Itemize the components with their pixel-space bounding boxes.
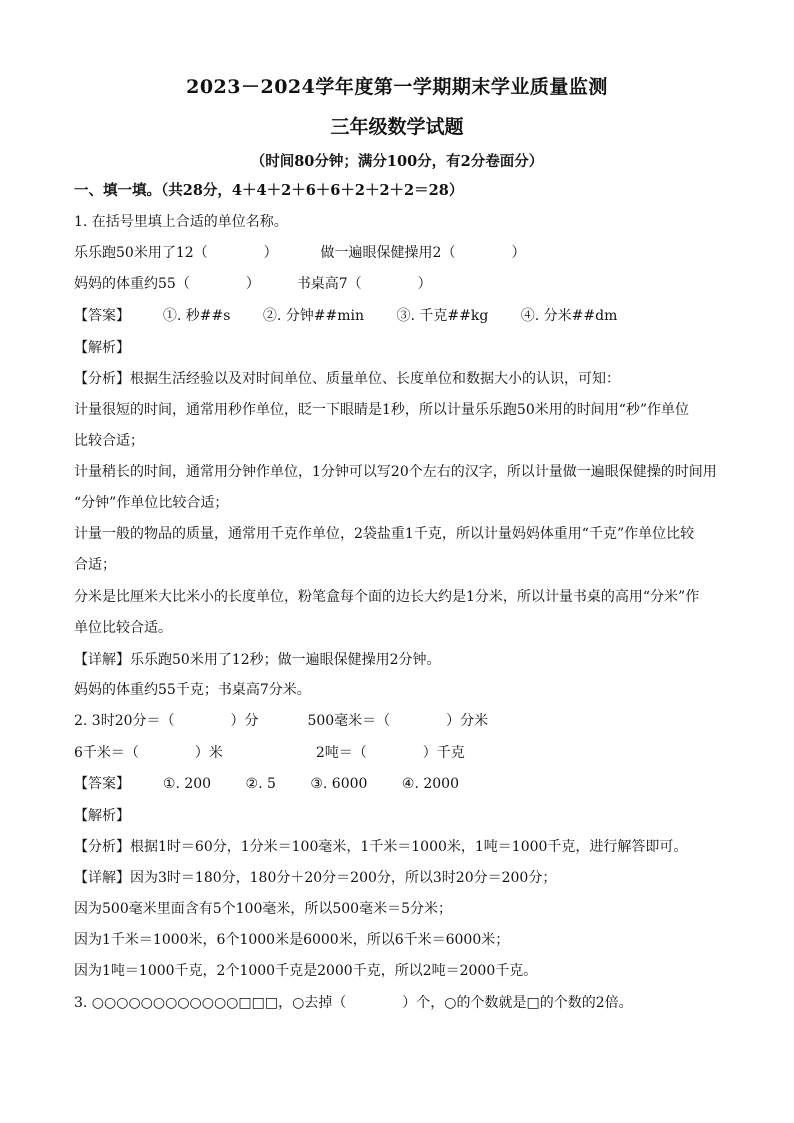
q1-blank-c: 妈妈的体重约55（ ） [74,276,260,292]
q1-detail-line: 妈妈的体重约55千克；书桌高7分米。 [74,682,311,698]
q1-analysis-tag: 【解析】 [74,340,130,356]
q1-answer-1: ①. 秒##s [162,308,231,324]
exam-subtitle: 三年级数学试题 [330,116,464,138]
q2-line-1 [74,711,488,731]
q1-analysis-line: 分米是比厘米大比米小的长度单位，粉笔盒每个面的边长大约是1分米，所以计量书桌的高用“分米”作 [74,589,700,605]
q2-answer-4: ④. 2000 [401,776,459,792]
q2-answer-2: ②. 5 [245,776,276,792]
q2-detail-line: 因为500毫米里面含有5个100毫米，所以500毫米＝5分米； [74,901,452,917]
q1-analysis-line: 计量稍长的时间，通常用分钟作单位，1分钟可以写20个左右的汉字，所以计量做一遍眼保健操的时间用 [74,464,717,480]
q3-stem: 3. ○○○○○○○○○○○○□□□，○去掉（ ）个，○的个数就是□的个数的2倍。 [74,995,633,1011]
q2-answer-1: ①. 200 [162,776,212,792]
q1-analysis-line: 单位比较合适。 [74,620,172,636]
q2-detail-line: 因为1吨＝1000千克，2个1000千克是2000千克，所以2吨＝2000千克。 [74,963,538,979]
q2-line-2 [74,743,465,763]
q1-stem: 1. 在括号里填上合适的单位名称。 [74,214,288,230]
q1-detail-line: 【详解】乐乐跑50米用了12秒；做一遍眼保健操用2分钟。 [74,652,441,668]
q1-answer-4: ④. 分米##dm [520,308,618,324]
answer-tag: 【答案】 [74,308,130,324]
q2-blank-c: 6千米＝（ ）米 [74,745,223,761]
q2-answer-3: ③. 6000 [310,776,368,792]
q1-blank-d: 书桌高7（ ） [296,276,432,292]
q1-analysis-line: 【分析】根据生活经验以及对时间单位、质量单位、长度单位和数据大小的认识，可知： [74,371,620,387]
q1-analysis-line: 计量一般的物品的质量，通常用千克作单位，2袋盐重1千克，所以计量妈妈体重用“千克”作单位比较 [74,526,695,542]
q1-line-2 [74,274,432,294]
q1-blank-b: 做一遍眼保健操用2（ ） [320,245,526,261]
q2-blank-d: 2吨＝（ ）千克 [315,745,465,761]
q1-analysis-line: “分钟”作单位比较合适； [74,495,229,511]
q1-analysis-line: 比较合适； [74,433,144,449]
q1-analysis-line: 合适； [74,557,116,573]
q2-blank-a: 2. 3时20分＝（ ）分 [74,713,259,729]
q1-line-1 [74,243,525,263]
q2-detail-line: 【详解】因为3时＝180分，180分＋20分＝200分，所以3时20分＝200分； [74,870,557,886]
exam-title: 2023－2024学年度第一学期期末学业质量监测 [186,76,608,98]
q1-answer-2: ②. 分钟##min [262,308,365,324]
q2-detail-line: 因为1千米＝1000米，6个1000米是6000米，所以6千米＝6000米； [74,932,510,948]
q2-blank-b: 500毫米＝（ ）分米 [307,713,489,729]
answer-tag: 【答案】 [74,776,130,792]
q2-answer-row [74,774,487,794]
section-heading: 一、填一填。（共28分，4＋4＋2＋6＋6＋2＋2＋2＝28） [74,182,464,199]
q1-answer-3: ③. 千克##kg [396,308,489,324]
q1-answer-row [74,306,645,326]
q2-analysis-line: 【分析】根据1时＝60分，1分米＝100毫米，1千米＝1000米，1吨＝1000千克，进行解答即可。 [74,839,688,855]
q2-analysis-tag: 【解析】 [74,808,130,824]
q1-blank-a: 乐乐跑50米用了12（ ） [74,245,278,261]
exam-info: （时间80分钟；满分100分，有2分卷面分） [250,153,544,170]
q1-analysis-line: 计量很短的时间，通常用秒作单位，眨一下眼睛是1秒，所以计量乐乐跑50米用的时间用“秒”作单位 [74,402,690,418]
